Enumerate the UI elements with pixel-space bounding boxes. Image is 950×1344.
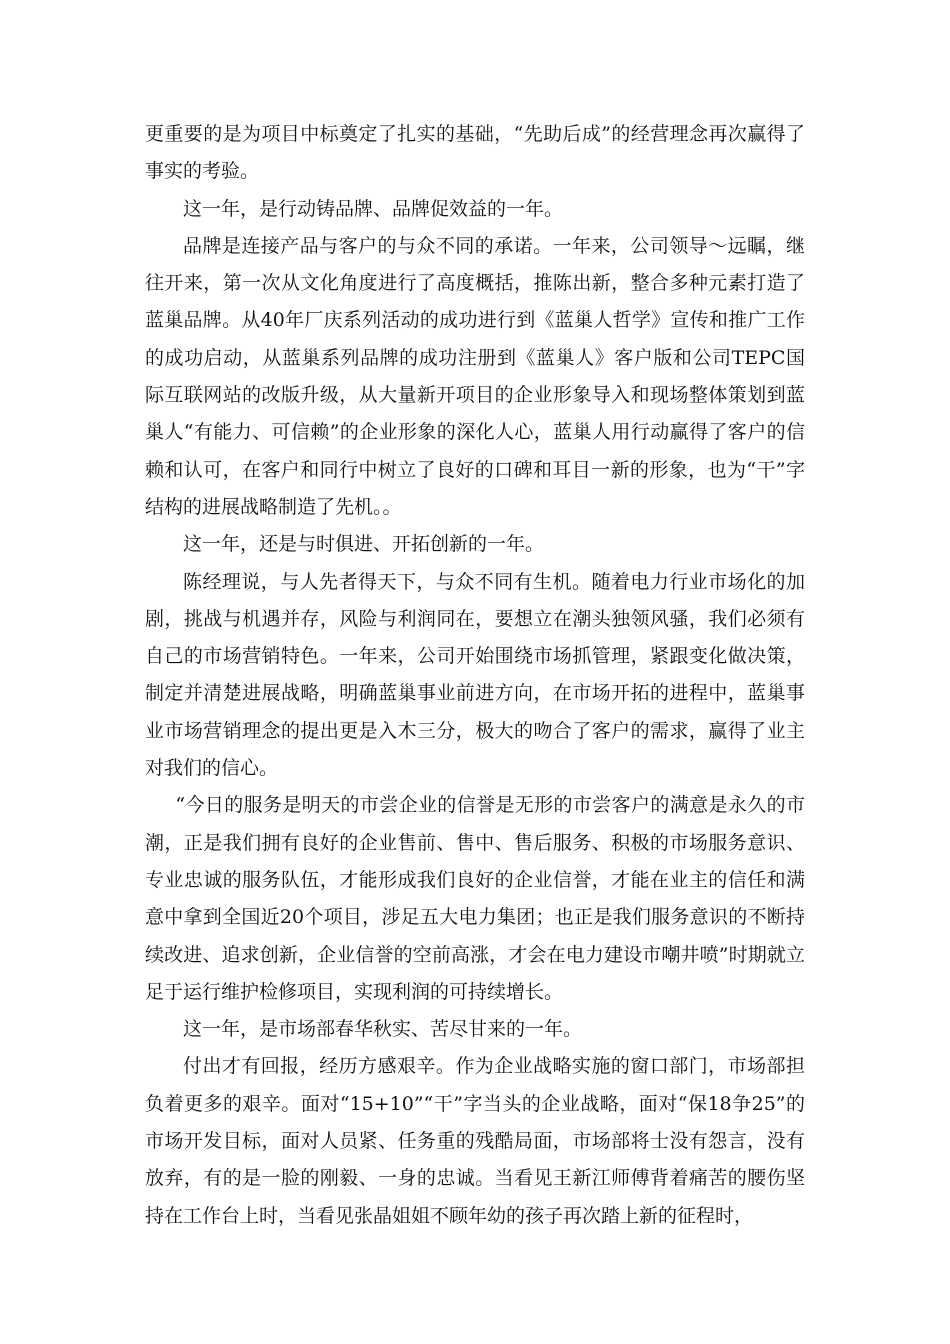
paragraph-8: 付出才有回报，经历方感艰辛。作为企业战略实施的窗口部门，市场部担负着更多的艰辛。面对“15+10”“干”字当头的企业战略，面对“保18争25”的市场开发目标，面对人员紧、任务重的残酷局面，市场部将士没有怨言，没有放弃，有的是一脸的刚毅、一身的忠诚。当看见王新江师傅背着痛苦的腰伤坚持在工作台上时，当看见张晶姐姐不顾年幼的孩子再次踏上新的征程时， [145, 1055, 805, 1227]
paragraph-3: 品牌是连接产品与客户的与众不同的承诺。一年来，公司领导～远瞩，继往开来，第一次从文化角度进行了高度概括，推陈出新，整合多种元素打造了蓝巢品牌。从40年厂庆系列活动的成功进行到《蓝巢人哲学》宣传和推广工作的成功启动，从蓝巢系列品牌的成功注册到《蓝巢人》客户版和公司TEPC国际互联网站的改版升级，从大量新开项目的企业形象导入和现场整体策划到蓝巢人“有能力、可信赖”的企业形象的深化人心，蓝巢人用行动赢得了客户的信赖和认可，在客户和同行中树立了良好的口碑和耳目一新的形象，也为“干”字结构的进展战略制造了先机。。 [145, 234, 805, 518]
document-page [145, 116, 805, 1235]
paragraph-1: 更重要的是为项目中标奠定了扎实的基础，“先助后成”的经营理念再次赢得了事实的考验。 [145, 123, 805, 183]
paragraph-6: “今日的服务是明天的市尝企业的信誉是无形的市尝客户的满意是永久的市潮，正是我们拥有良好的企业售前、售中、售后服务、积极的市场服务意识、专业忠诚的服务队伍，才能形成我们良好的企业信誉，才能在业主的信任和满意中拿到全国近20个项目，涉足五大电力集团；也正是我们服务意识的不断持续改进、追求创新，企业信誉的空前高涨，才会在电力建设市嘲井喷”时期就立足于运行维护检修项目，实现利润的可持续增长。 [145, 794, 805, 1003]
paragraph-2: 这一年，是行动铸品牌、品牌促效益的一年。 [183, 197, 564, 220]
paragraph-7: 这一年，是市场部春华秋实、苦尽甘来的一年。 [183, 1018, 583, 1041]
paragraph-4: 这一年，还是与时俱进、开拓创新的一年。 [183, 533, 545, 556]
paragraph-5: 陈经理说，与人先者得天下，与众不同有生机。随着电力行业市场化的加剧，挑战与机遇并存，风险与利润同在，要想立在潮头独领风骚，我们必须有自己的市场营销特色。一年来，公司开始围绕市场抓管理，紧跟变化做决策，制定并清楚进展战略，明确蓝巢事业前进方向，在市场开拓的进程中，蓝巢事业市场营销理念的提出更是入木三分，极大的吻合了客户的需求，赢得了业主对我们的信心。 [145, 570, 805, 780]
